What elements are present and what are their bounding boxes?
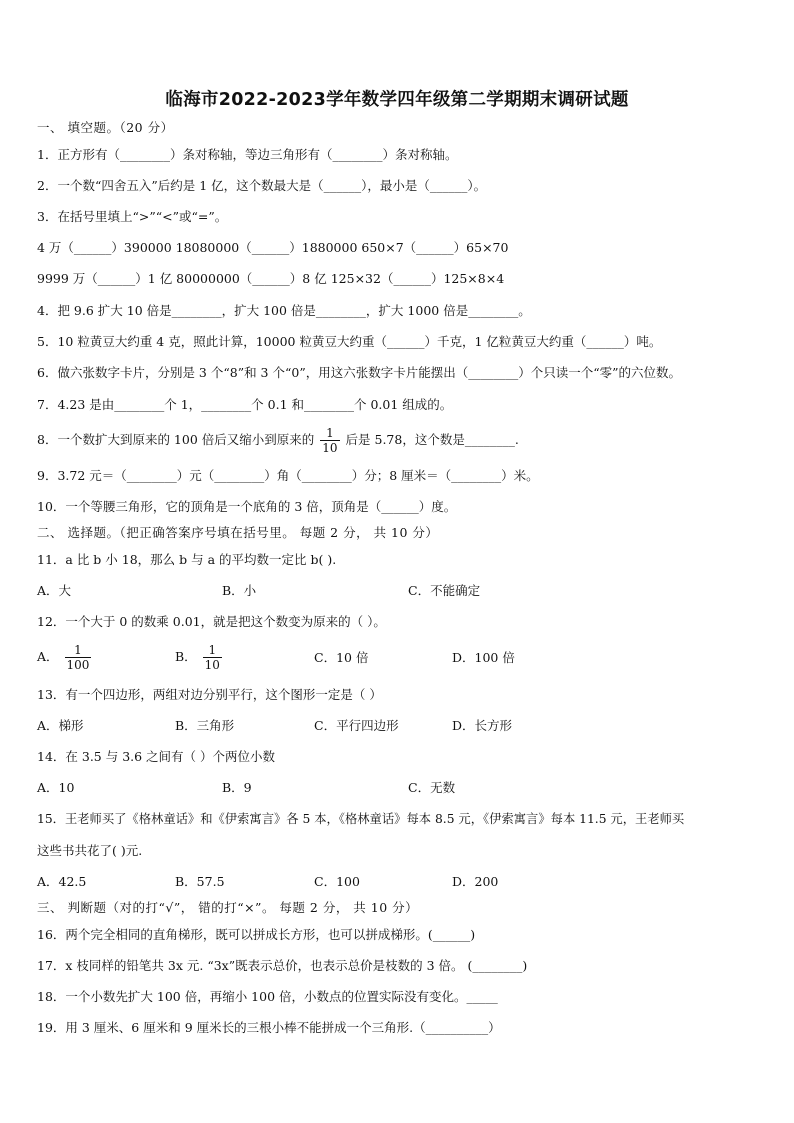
question-15-option-c: C．100 xyxy=(314,874,360,889)
option-a-fraction xyxy=(65,643,92,672)
fraction-numerator: 1 xyxy=(320,426,339,441)
question-16: 16．两个完全相同的直角梯形，既可以拼成长方形，也可以拼成梯形。(______) xyxy=(37,927,476,942)
question-14-option-b: B．9 xyxy=(222,780,252,795)
section-judge-heading: 三、 判断题（对的打“√”， 错的打“×”。 每题 2 分， 共 10 分） xyxy=(37,900,419,915)
question-14: 14．在 3.5 与 3.6 之间有（ ）个两位小数 xyxy=(37,749,276,764)
question-3-row-1: 4 万（______）390000 18080000（______）1880000 650×7（______）65×70 xyxy=(37,240,509,255)
section-choice-heading: 二、 选择题。（把正确答案序号填在括号里。 每题 2 分， 共 10 分） xyxy=(37,525,439,540)
question-1: 1．正方形有（________）条对称轴，等边三角形有（________）条对称轴。 xyxy=(37,147,458,162)
exam-title: 临海市2022-2023学年数学四年级第二学期期末调研试题 xyxy=(165,90,629,110)
question-9: 9．3.72 元＝（________）元（________）角（________）分；8 厘米＝（________）米。 xyxy=(37,468,539,483)
question-3: 3．在括号里填上“>”“<”或“=”。 xyxy=(37,209,228,224)
question-11-option-a: A．大 xyxy=(37,583,72,598)
question-13: 13．有一个四边形，两组对边分别平行，这个图形一定是（ ） xyxy=(37,687,382,702)
question-12-option-d: D．100 倍 xyxy=(452,650,515,665)
question-13-option-b: B．三角形 xyxy=(175,718,235,733)
question-3-row-2: 9999 万（______）1 亿 80000000（______）8 亿 125×32（______）125×8×4 xyxy=(37,271,505,286)
question-18: 18．一个小数先扩大 100 倍，再缩小 100 倍，小数点的位置实际没有变化。_____ xyxy=(37,989,498,1004)
question-12-option-a xyxy=(37,637,93,677)
question-12-option-b xyxy=(175,637,224,677)
question-13-option-d: D．长方形 xyxy=(452,718,513,733)
question-17: 17．x 枝同样的铅笔共 3x 元. “3x”既表示总价，也表示总价是枝数的 3 倍。 (________) xyxy=(37,958,528,973)
question-8-text-before: 8．一个数扩大到原来的 100 倍后又缩小到原来的 xyxy=(37,432,315,447)
question-13-option-c: C．平行四边形 xyxy=(314,718,399,733)
question-10: 10．一个等腰三角形，它的顶角是一个底角的 3 倍，顶角是（______）度。 xyxy=(37,499,457,514)
question-4: 4．把 9.6 扩大 10 倍是________，扩大 100 倍是________，扩大 1000 倍是________。 xyxy=(37,303,531,318)
question-12: 12．一个大于 0 的数乘 0.01，就是把这个数变为原来的（ ）。 xyxy=(37,614,386,629)
question-7: 7．4.23 是由________个 1，________个 0.1 和________个 0.01 组成的。 xyxy=(37,397,453,412)
question-11-option-c: C．不能确定 xyxy=(408,583,481,598)
fraction-denominator: 10 xyxy=(322,441,338,455)
question-13-option-a: A．梯形 xyxy=(37,718,84,733)
question-12-option-c: C．10 倍 xyxy=(314,650,369,665)
fraction-numerator: 1 xyxy=(65,643,92,658)
question-15-line-2: 这些书共花了( )元. xyxy=(37,843,143,858)
section-fill-in-heading: 一、 填空题。（20 分） xyxy=(37,120,174,135)
question-8 xyxy=(37,423,519,457)
question-15-line-1: 15．王老师买了《格林童话》和《伊索寓言》各 5 本，《格林童话》每本 8.5 元，《伊索寓言》每本 11.5 元，王老师买 xyxy=(37,812,685,826)
option-b-label: B． xyxy=(175,649,197,664)
fraction-numerator: 1 xyxy=(203,643,222,658)
question-11: 11．a 比 b 小 18，那么 b 与 a 的平均数一定比 b( ). xyxy=(37,552,337,567)
option-b-fraction xyxy=(203,643,222,672)
fraction-denominator: 100 xyxy=(66,658,90,672)
fraction-denominator: 10 xyxy=(204,658,220,672)
question-8-fraction xyxy=(320,426,339,455)
option-a-label: A． xyxy=(37,649,59,664)
question-15-option-d: D．200 xyxy=(452,874,499,889)
question-5: 5．10 粒黄豆大约重 4 克，照此计算，10000 粒黄豆大约重（______）千克，1 亿粒黄豆大约重（______）吨。 xyxy=(37,334,662,349)
question-8-text-after: 后是 5.78，这个数是________. xyxy=(345,432,519,447)
question-15-option-a: A．42.5 xyxy=(37,874,87,889)
question-2: 2．一个数“四舍五入”后约是 1 亿，这个数最大是（______），最小是（______）。 xyxy=(37,178,487,193)
question-11-option-b: B．小 xyxy=(222,583,257,598)
question-19: 19．用 3 厘米、6 厘米和 9 厘米长的三根小棒不能拼成一个三角形.（__________） xyxy=(37,1020,501,1035)
question-14-option-c: C．无数 xyxy=(408,780,456,795)
question-6: 6．做六张数字卡片，分别是 3 个“8”和 3 个“0”，用这六张数字卡片能摆出（________）个只读一个“零”的六位数。 xyxy=(37,365,682,380)
question-14-option-a: A．10 xyxy=(37,780,75,795)
question-15-option-b: B．57.5 xyxy=(175,874,225,889)
